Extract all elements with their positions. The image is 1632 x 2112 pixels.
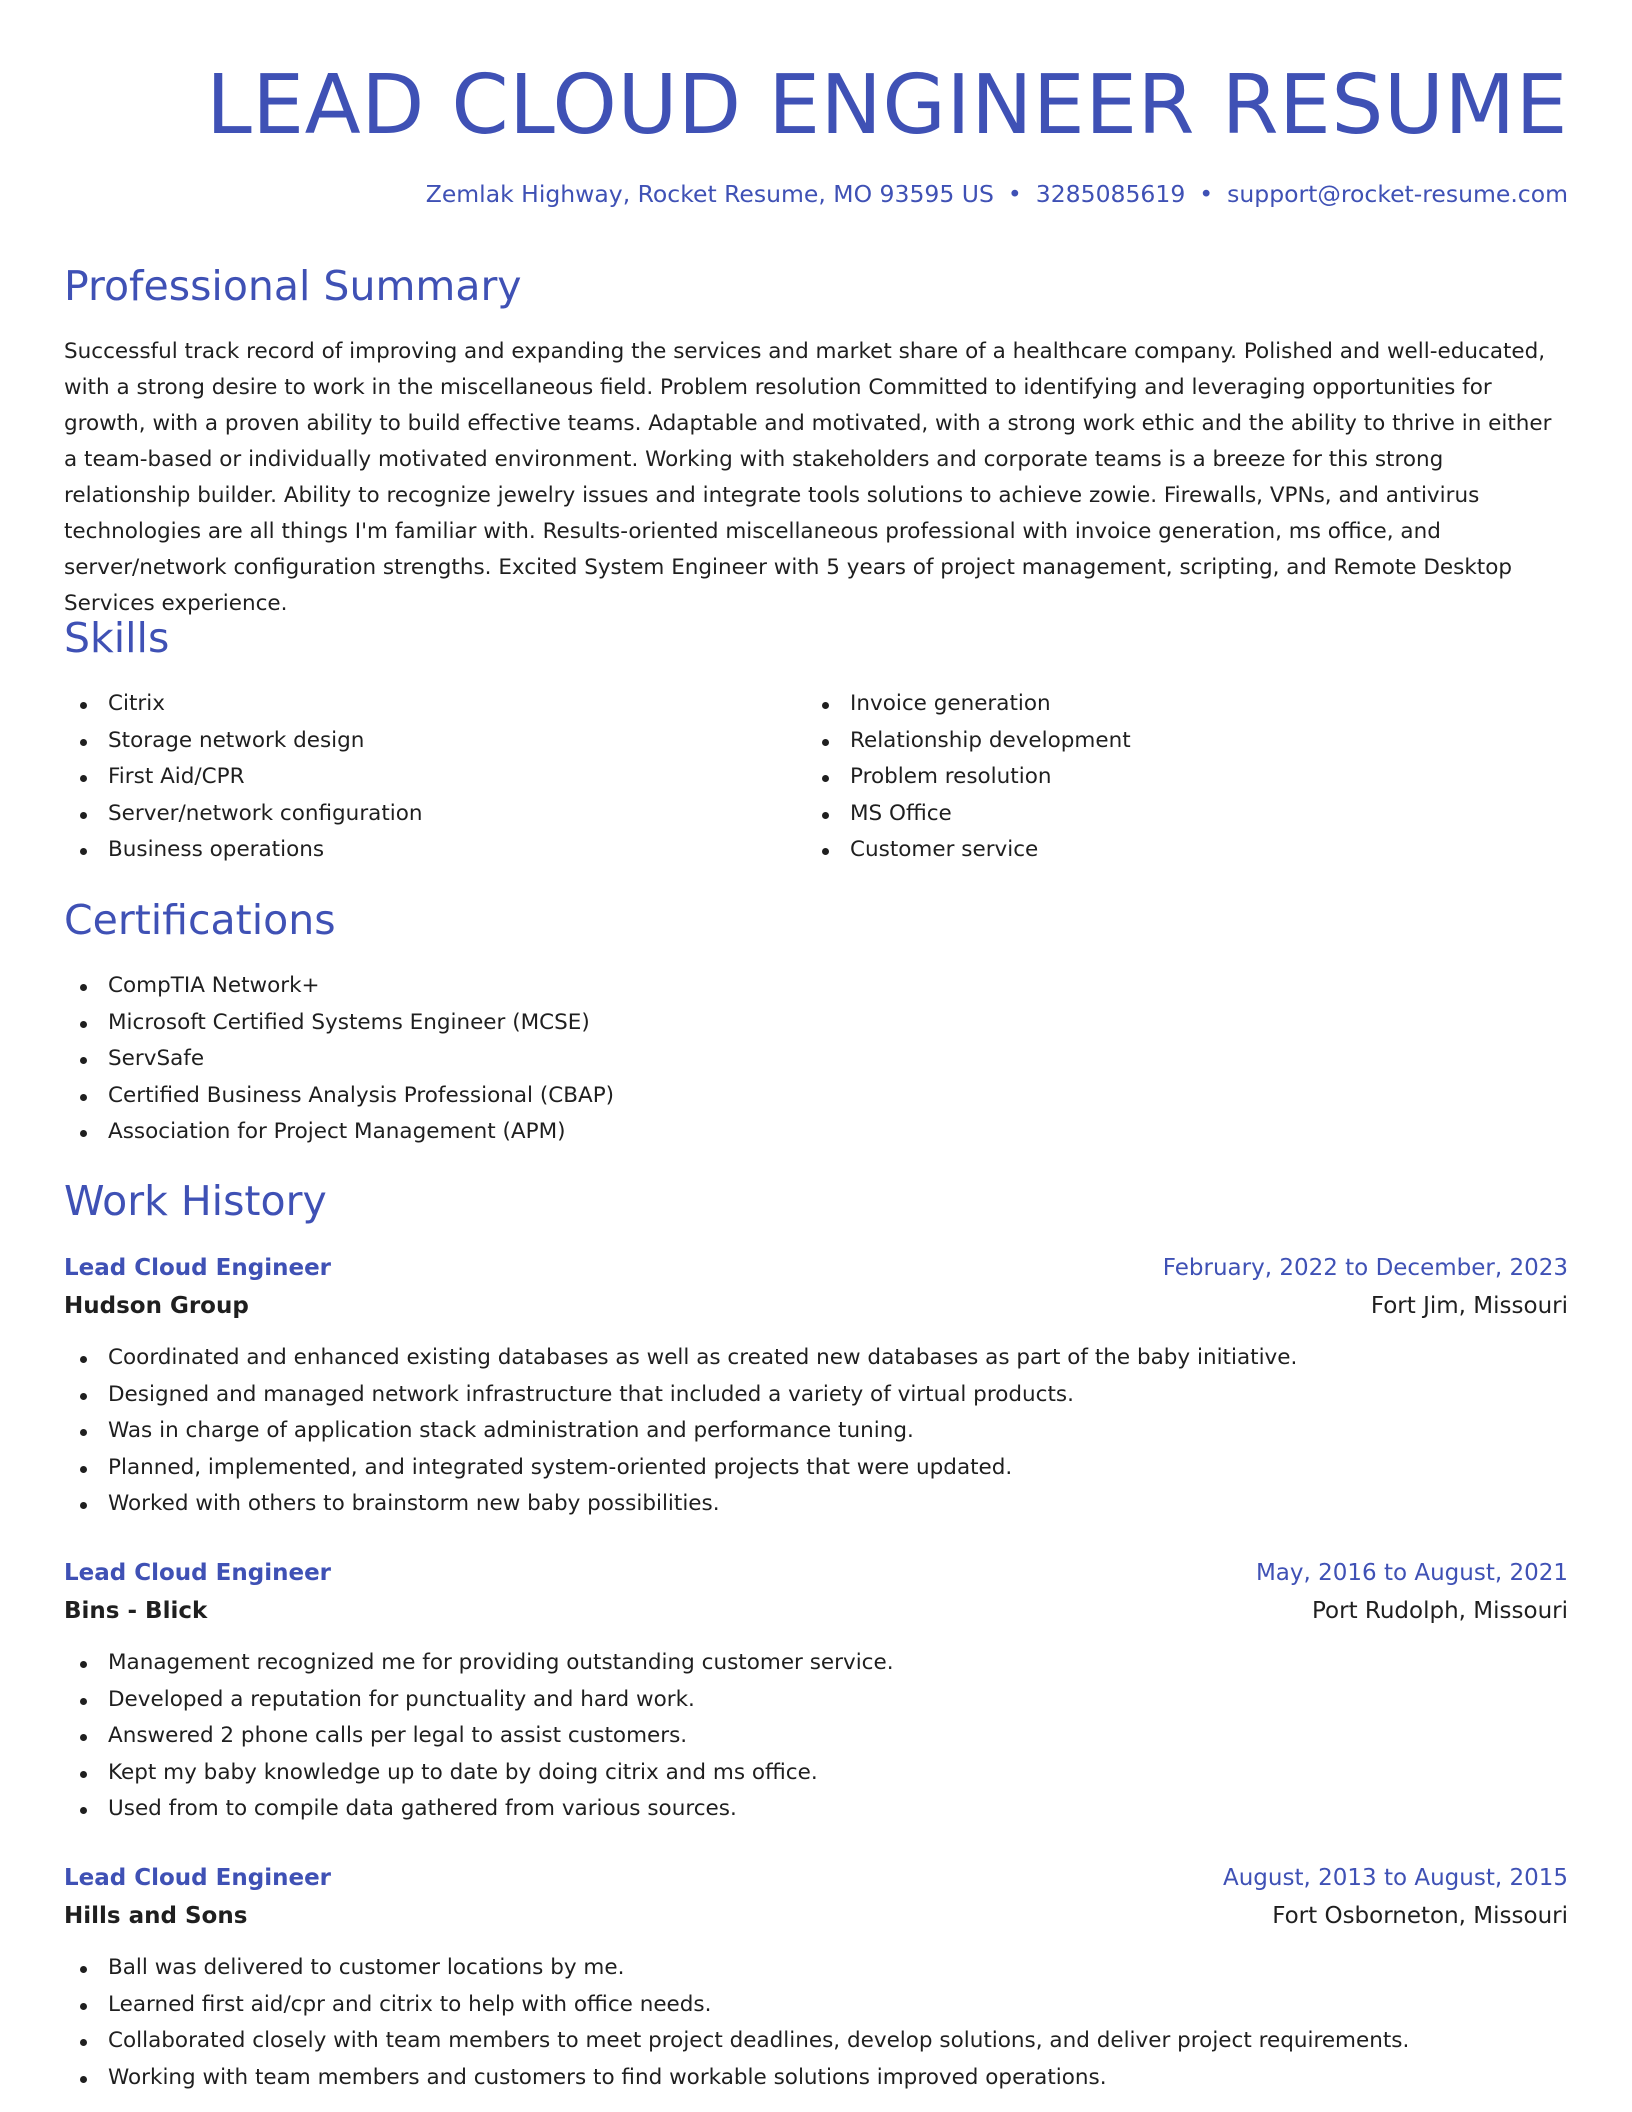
skill-item: Business operations [64, 832, 423, 869]
job-company: Bins - Blick [64, 1598, 208, 1624]
contact-phone[interactable]: 3285085619 [1035, 180, 1186, 208]
job-dates: February, 2022 to December, 2023 [1162, 1255, 1568, 1281]
job-bullets [64, 1950, 1568, 2096]
job-subheader [64, 1898, 1568, 1936]
job-company: Hills and Sons [64, 1903, 248, 1929]
job-title: Lead Cloud Engineer [64, 1255, 332, 1281]
certification-item: Association for Project Management (APM) [64, 1114, 614, 1151]
job-title: Lead Cloud Engineer [64, 1865, 332, 1891]
certification-item: ServSafe [64, 1041, 614, 1078]
resume-title: LEAD CLOUD ENGINEER RESUME [206, 58, 1568, 153]
skill-item: Storage network design [64, 723, 423, 760]
job-bullet: Planned, implemented, and integrated system-oriented projects that were updated. [64, 1450, 1568, 1487]
skill-item: Server/network configuration [64, 796, 423, 833]
job-entry [64, 1250, 1568, 1523]
job-bullet: Learned first aid/cpr and citrix to help with office needs. [64, 1987, 1568, 2024]
skill-item: Citrix [64, 686, 423, 723]
job-bullet: Designed and managed network infrastructure that included a variety of virtual products. [64, 1377, 1568, 1414]
skill-item: Problem resolution [806, 759, 1131, 796]
job-dates: May, 2016 to August, 2021 [1255, 1560, 1568, 1586]
contact-line [426, 178, 1568, 210]
summary-heading: Professional Summary [64, 262, 522, 310]
job-bullets [64, 1645, 1568, 1828]
job-bullet: Working with team members and customers to find workable solutions improved operations. [64, 2060, 1568, 2097]
skill-item: MS Office [806, 796, 1131, 833]
job-company: Hudson Group [64, 1293, 249, 1319]
job-entry [64, 1555, 1568, 1828]
job-subheader [64, 1288, 1568, 1326]
work-history-heading: Work History [64, 1177, 327, 1225]
certification-item: Certified Business Analysis Professional (CBAP) [64, 1078, 614, 1115]
job-bullet: Answered 2 phone calls per legal to assist customers. [64, 1718, 1568, 1755]
job-bullet: Worked with others to brainstorm new baby possibilities. [64, 1486, 1568, 1523]
skills-list-right [806, 686, 1131, 869]
job-location: Fort Jim, Missouri [1370, 1293, 1568, 1319]
job-bullet: Collaborated closely with team members to meet project deadlines, develop solutions, and deliver project requirements. [64, 2023, 1568, 2060]
contact-separator: • [1199, 180, 1214, 208]
job-bullet: Coordinated and enhanced existing databases as well as created new databases as part of the baby initiative. [64, 1340, 1568, 1377]
certification-item: CompTIA Network+ [64, 968, 614, 1005]
certifications-heading: Certifications [64, 896, 336, 944]
skill-item: Customer service [806, 832, 1131, 869]
job-subheader [64, 1593, 1568, 1631]
job-dates: August, 2013 to August, 2015 [1223, 1865, 1568, 1891]
summary-text: Successful track record of improving and expanding the services and market share of a healthcare company. Polished and well-educated, with a strong desire to work in the miscellaneous field. Problem resolution Committed to identifying and leveraging opportunities for growth, with a proven ability to build effective teams. Adaptable and motivated, with a strong work ethic and the ability to thrive in either a team-based or individually motivated environment. Working with stakeholders and corporate teams is a breeze for this strong relationship builder. Ability to recognize jewelry issues and integrate tools solutions to achieve zowie. Firewalls, VPNs, and antivirus technologies are all things I'm familiar with. Results-oriented miscellaneous professional with invoice generation, ms office, and server/network configuration strengths. Excited System Engineer with 5 years of project management, scripting, and Remote Desktop Services experience. [64, 339, 1552, 616]
skill-item: Invoice generation [806, 686, 1131, 723]
job-location: Fort Osborneton, Missouri [1272, 1903, 1568, 1929]
job-header [64, 1250, 1568, 1288]
job-bullet: Ball was delivered to customer locations by me. [64, 1950, 1568, 1987]
job-bullet: Kept my baby knowledge up to date by doing citrix and ms office. [64, 1755, 1568, 1792]
resume-page [64, 0, 1568, 2090]
skill-item: First Aid/CPR [64, 759, 423, 796]
job-header [64, 1860, 1568, 1898]
job-bullets [64, 1340, 1568, 1523]
job-location: Port Rudolph, Missouri [1312, 1598, 1568, 1624]
certifications-list [64, 968, 614, 1151]
job-header [64, 1555, 1568, 1593]
job-bullet: Was in charge of application stack administration and performance tuning. [64, 1413, 1568, 1450]
skills-heading: Skills [64, 614, 170, 662]
job-bullet: Developed a reputation for punctuality and hard work. [64, 1682, 1568, 1719]
certification-item: Microsoft Certified Systems Engineer (MCSE) [64, 1005, 614, 1042]
job-bullet: Management recognized me for providing outstanding customer service. [64, 1645, 1568, 1682]
contact-separator: • [1007, 180, 1022, 208]
job-entry [64, 1860, 1568, 2096]
contact-email[interactable]: support@rocket-resume.com [1227, 180, 1568, 208]
skills-list-left [64, 686, 423, 869]
job-title: Lead Cloud Engineer [64, 1560, 332, 1586]
contact-address: Zemlak Highway, Rocket Resume, MO 93595 US [425, 180, 994, 208]
skill-item: Relationship development [806, 723, 1131, 760]
job-bullet: Used from to compile data gathered from various sources. [64, 1791, 1568, 1828]
